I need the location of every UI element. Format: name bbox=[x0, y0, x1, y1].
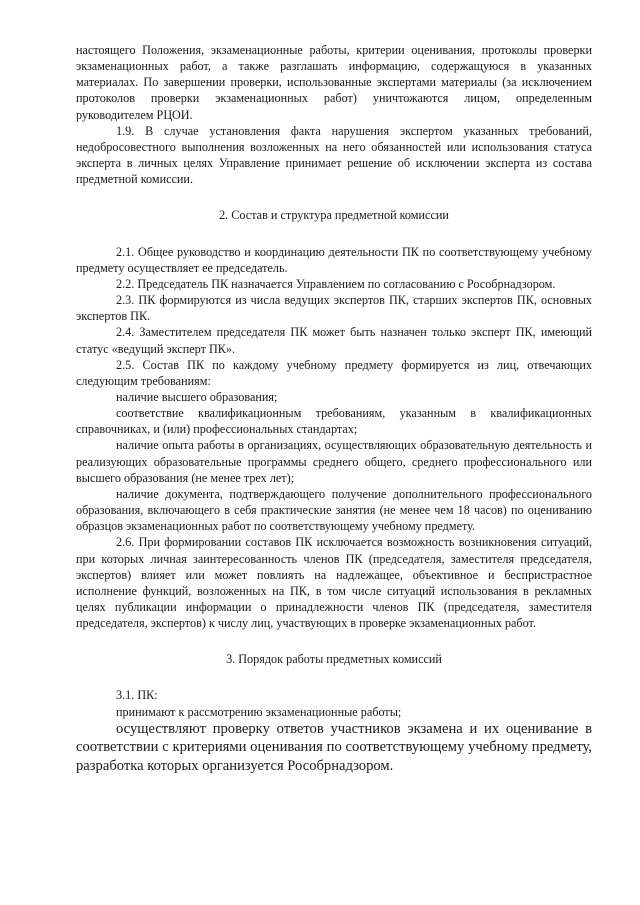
section-3-heading: 3. Порядок работы предметных комиссий bbox=[226, 652, 442, 667]
duty-item: принимают к рассмотрению экзаменационные работы; bbox=[116, 704, 402, 719]
paragraph-3-1: 3.1. ПК: bbox=[116, 688, 158, 703]
paragraph-2-1: 2.1. Общее руководство и координацию деятельности ПК по соответствующему учебному предмету осуществляет ее председатель. bbox=[76, 244, 592, 275]
paragraph-2-5: 2.5. Состав ПК по каждому учебному предмету формируется из лиц, отвечающих следующим требованиям: bbox=[76, 357, 592, 388]
paragraph-2-3: 2.3. ПК формируются из числа ведущих экспертов ПК, старших экспертов ПК, основных экспертов ПК. bbox=[76, 293, 592, 324]
duty-item: осуществляют проверку ответов участников экзамена и их оценивание в соответствии с критериями оценивания по соответствующему учебному предмету, разработка которых организуется Рособрнадзором. bbox=[76, 720, 592, 774]
paragraph-2-6: 2.6. При формировании составов ПК исключается возможность возникновения ситуаций, при которых личная заинтересованность членов ПК (председателя, заместителя председателя, экспертов) влияет или может повлиять на надлежащее, объективное и беспристрастное исполнение функций, возложенных на ПК, в том числе ситуаций использования в рекламных целях публикации информации о принадлежности членов ПК (председателя, заместителя председателя, экспертов) к числу лиц, участвующих в проверке экзаменационных работ. bbox=[76, 535, 592, 631]
paragraph-1-9: 1.9. В случае установления факта нарушения экспертом указанных требований, недобросовестного выполнения возложенных на него обязанностей или использования статуса эксперта в личных целях Управление принимает решение об исключении эксперта из состава предметной комиссии. bbox=[76, 123, 592, 187]
section-2-heading: 2. Состав и структура предметной комиссии bbox=[219, 208, 449, 223]
paragraph-2-2: 2.2. Председатель ПК назначается Управлением по согласованию с Рособрнадзором. bbox=[116, 276, 556, 291]
paragraph-2-4: 2.4. Заместителем председателя ПК может быть назначен только эксперт ПК, имеющий статус «ведущий эксперт ПК». bbox=[76, 325, 592, 356]
requirement-item: наличие высшего образования; bbox=[116, 389, 278, 404]
requirement-item: наличие опыта работы в организациях, осуществляющих образовательную деятельность и реализующих образовательные программы среднего общего, среднего профессионального или высшего образования (не менее трех лет); bbox=[76, 438, 592, 485]
requirement-item: соответствие квалификационным требованиям, указанным в квалификационных справочниках, и (или) профессиональных стандартах; bbox=[76, 406, 592, 437]
paragraph-continuation: настоящего Положения, экзаменационные работы, критерии оценивания, протоколы проверки экзаменационных работ, а также разглашать информацию, содержащуюся в указанных материалах. По завершении проверки, использованные экспертами материалы (за исключением протоколов проверки экзаменационных работ) уничтожаются лицом, определенным руководителем РЦОИ. bbox=[76, 43, 592, 122]
requirement-item: наличие документа, подтверждающего получение дополнительного профессионального образования, включающего в себя практические занятия (не менее чем 18 часов) по оцениванию образцов экзаменационных работ по соответствующему учебному предмету. bbox=[76, 486, 592, 534]
document-page bbox=[76, 42, 592, 776]
